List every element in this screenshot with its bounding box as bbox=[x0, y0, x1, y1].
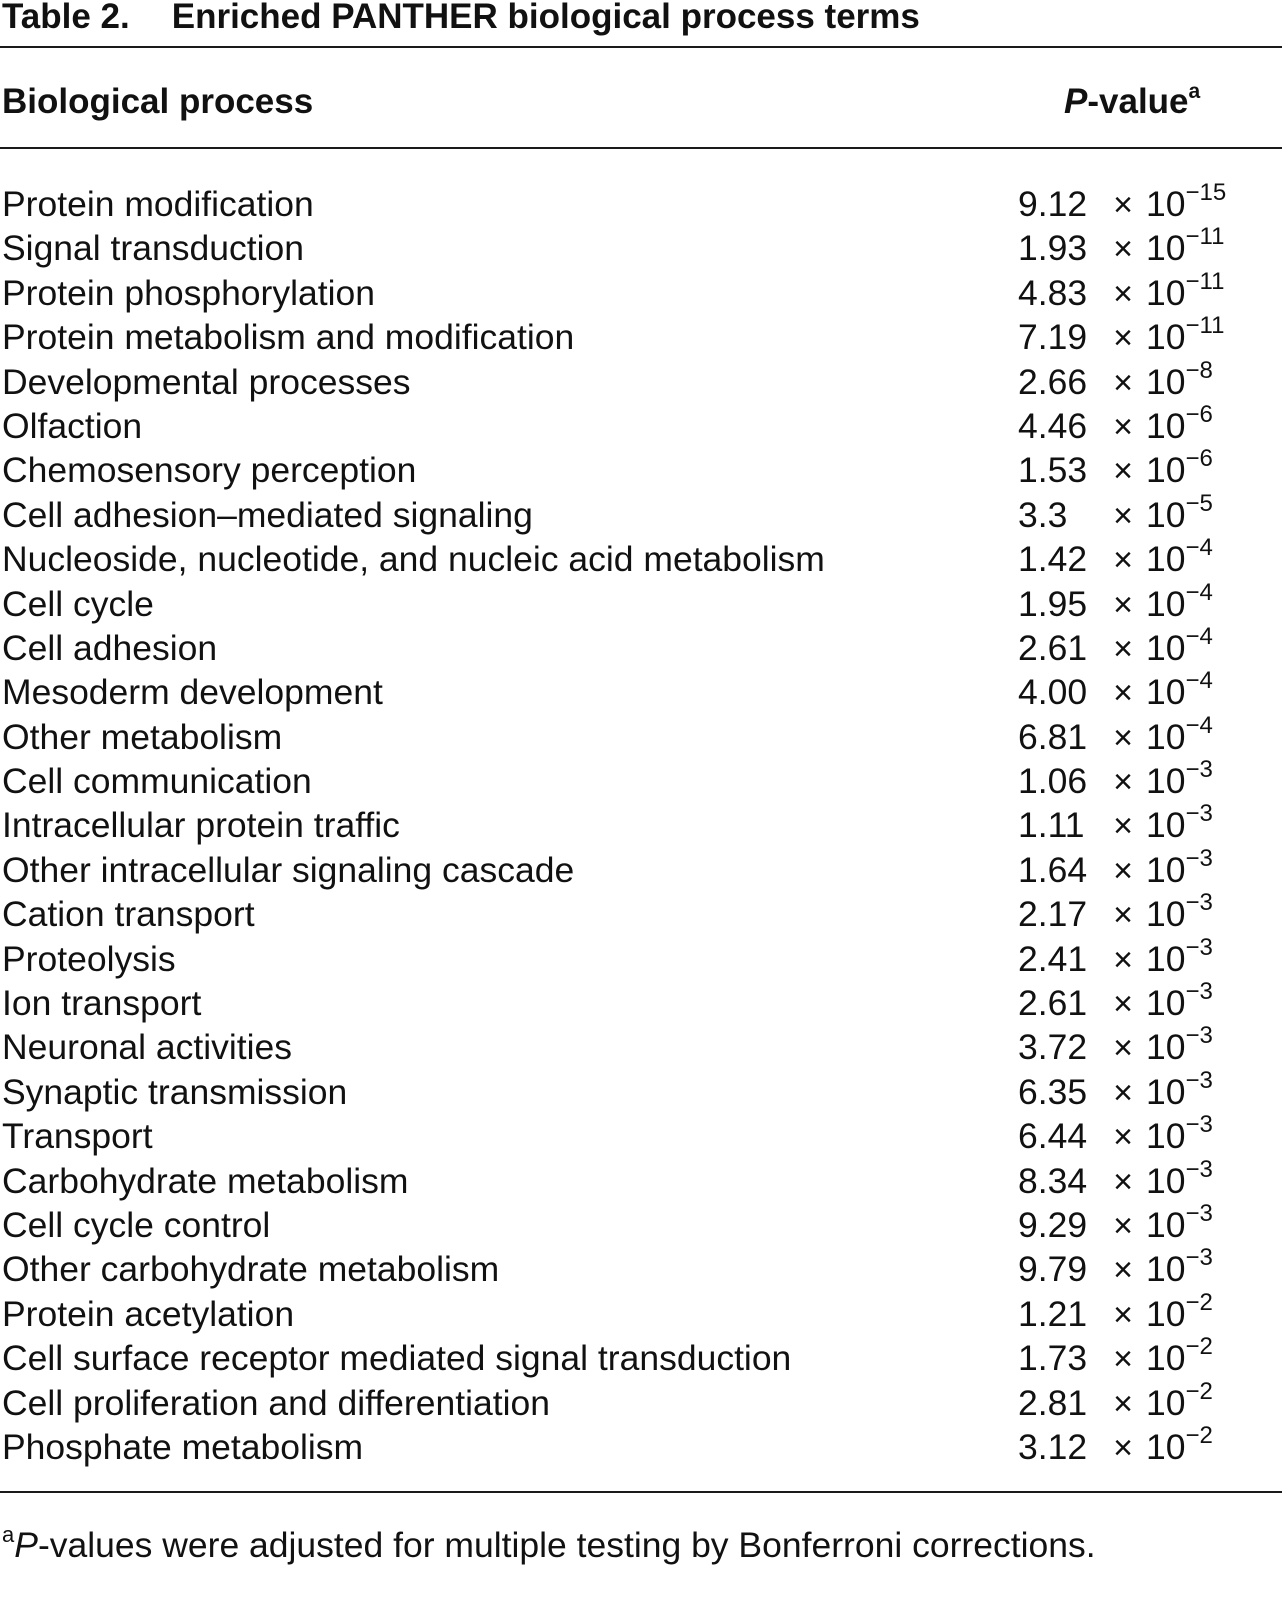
table-row bbox=[0, 534, 1282, 581]
process-cell: Olfaction bbox=[2, 405, 143, 446]
table-row bbox=[0, 844, 1282, 892]
pvalue-exponent: −3 bbox=[1185, 1244, 1213, 1272]
pvalue-base: 10 bbox=[1146, 805, 1186, 846]
pvalue-cell bbox=[1018, 978, 1213, 1025]
process-cell: Cell cycle control bbox=[2, 1204, 271, 1245]
times-symbol: × bbox=[1113, 274, 1133, 313]
pvalue-cell bbox=[1018, 1288, 1213, 1336]
times-symbol: × bbox=[1113, 407, 1133, 446]
table-row bbox=[0, 667, 1282, 714]
pvalue-mantissa: 1.42 bbox=[1018, 539, 1088, 580]
table-footnote bbox=[2, 1522, 1096, 1568]
pvalue-exponent: −5 bbox=[1185, 489, 1213, 517]
pvalue-base: 10 bbox=[1146, 1426, 1186, 1467]
process-cell: Cell proliferation and differentiation bbox=[2, 1382, 550, 1423]
times-symbol: × bbox=[1113, 629, 1133, 668]
pvalue-mantissa: 7.19 bbox=[1018, 317, 1088, 358]
process-cell: Mesoderm development bbox=[2, 672, 383, 713]
pvalue-base: 10 bbox=[1146, 317, 1186, 358]
pvalue-mantissa: 6.35 bbox=[1018, 1071, 1088, 1112]
pvalue-base: 10 bbox=[1146, 1116, 1186, 1157]
pvalue-cell bbox=[1018, 356, 1213, 404]
pvalue-cell bbox=[1018, 1066, 1213, 1114]
pvalue-exponent: −11 bbox=[1185, 312, 1225, 340]
pvalue-base: 10 bbox=[1146, 539, 1186, 580]
pvalue-base: 10 bbox=[1146, 672, 1186, 713]
pvalue-exponent: −2 bbox=[1185, 1288, 1213, 1316]
times-symbol: × bbox=[1113, 452, 1133, 491]
pvalue-base: 10 bbox=[1146, 1160, 1186, 1201]
pvalue-cell bbox=[1018, 1155, 1213, 1203]
pvalue-base: 10 bbox=[1146, 450, 1186, 491]
process-cell: Transport bbox=[2, 1116, 153, 1157]
times-symbol: × bbox=[1113, 1340, 1133, 1379]
times-symbol: × bbox=[1113, 1162, 1133, 1201]
pvalue-mantissa: 4.00 bbox=[1018, 672, 1088, 713]
pvalue-mantissa: 3.72 bbox=[1018, 1027, 1088, 1068]
pvalue-cell bbox=[1018, 179, 1227, 226]
pvalue-base: 10 bbox=[1146, 1338, 1186, 1379]
pvalue-exponent: −3 bbox=[1185, 1199, 1213, 1227]
table-row bbox=[0, 622, 1282, 670]
pvalue-mantissa: 2.17 bbox=[1018, 894, 1088, 935]
pvalue-exponent: −2 bbox=[1185, 1333, 1213, 1361]
process-cell: Other metabolism bbox=[2, 716, 283, 757]
pvalue-base: 10 bbox=[1146, 1382, 1186, 1423]
table-row bbox=[0, 800, 1282, 847]
pvalue-cell bbox=[1018, 1333, 1213, 1380]
pvalue-cell bbox=[1018, 312, 1225, 359]
pvalue-mantissa: 2.61 bbox=[1018, 627, 1088, 668]
times-symbol: × bbox=[1113, 940, 1133, 979]
pvalue-cell bbox=[1018, 711, 1213, 759]
table-row bbox=[0, 1155, 1282, 1203]
process-cell: Intracellular protein traffic bbox=[2, 805, 400, 846]
process-cell: Cell adhesion–mediated signaling bbox=[2, 494, 533, 535]
process-cell: Protein phosphorylation bbox=[2, 272, 375, 313]
times-symbol: × bbox=[1113, 186, 1133, 224]
pvalue-header-italic: P bbox=[1064, 82, 1088, 121]
table-row bbox=[0, 1022, 1282, 1069]
times-symbol: × bbox=[1113, 541, 1133, 580]
pvalue-base: 10 bbox=[1146, 627, 1186, 668]
process-cell: Synaptic transmission bbox=[2, 1071, 348, 1112]
table-row bbox=[0, 312, 1282, 359]
times-symbol: × bbox=[1113, 763, 1133, 802]
table-row bbox=[0, 356, 1282, 404]
table-title bbox=[2, 0, 920, 38]
footnote-marker: a bbox=[2, 1522, 15, 1547]
pvalue-mantissa: 1.64 bbox=[1018, 849, 1088, 890]
pvalue-base: 10 bbox=[1146, 894, 1186, 935]
pvalue-mantissa: 4.46 bbox=[1018, 405, 1088, 446]
pvalue-base: 10 bbox=[1146, 1204, 1186, 1245]
table-row bbox=[0, 756, 1282, 803]
table-row bbox=[0, 933, 1282, 981]
pvalue-cell bbox=[1018, 489, 1213, 537]
pvalue-base: 10 bbox=[1146, 228, 1186, 269]
pvalue-base: 10 bbox=[1146, 849, 1186, 890]
pvalue-exponent: −3 bbox=[1185, 978, 1213, 1006]
times-symbol: × bbox=[1113, 896, 1133, 935]
pvalue-cell bbox=[1018, 267, 1225, 315]
pvalue-mantissa: 1.95 bbox=[1018, 583, 1088, 624]
pvalue-base: 10 bbox=[1146, 1293, 1186, 1334]
pvalue-mantissa: 8.34 bbox=[1018, 1160, 1088, 1201]
process-cell: Protein acetylation bbox=[2, 1293, 295, 1334]
pvalue-base: 10 bbox=[1146, 405, 1186, 446]
pvalue-mantissa: 9.12 bbox=[1018, 184, 1088, 224]
table-row bbox=[0, 578, 1282, 626]
pvalue-base: 10 bbox=[1146, 761, 1186, 802]
pvalue-base: 10 bbox=[1146, 1249, 1186, 1290]
pvalue-cell bbox=[1018, 445, 1213, 492]
pvalue-cell bbox=[1018, 1421, 1213, 1469]
pvalue-exponent: −11 bbox=[1185, 267, 1225, 295]
pvalue-exponent: −8 bbox=[1185, 356, 1213, 384]
process-cell: Cell surface receptor mediated signal transduction bbox=[2, 1338, 792, 1379]
pvalue-mantissa: 1.73 bbox=[1018, 1338, 1088, 1379]
pvalue-exponent: −3 bbox=[1185, 1155, 1213, 1183]
pvalue-cell bbox=[1018, 622, 1213, 670]
times-symbol: × bbox=[1113, 1251, 1133, 1290]
process-cell: Proteolysis bbox=[2, 938, 176, 979]
times-symbol: × bbox=[1113, 230, 1133, 269]
table-label: Table 2. bbox=[2, 0, 130, 36]
table-row bbox=[0, 889, 1282, 936]
pvalue-mantissa: 3.12 bbox=[1018, 1426, 1088, 1467]
table-row bbox=[0, 1421, 1282, 1469]
process-cell: Carbohydrate metabolism bbox=[2, 1160, 409, 1201]
pvalue-exponent: −15 bbox=[1185, 179, 1227, 206]
times-symbol: × bbox=[1113, 807, 1133, 846]
pvalue-header-text: -value bbox=[1087, 82, 1189, 121]
pvalue-mantissa: 1.93 bbox=[1018, 228, 1088, 269]
times-symbol: × bbox=[1113, 985, 1133, 1024]
process-cell: Ion transport bbox=[2, 983, 202, 1024]
table-row bbox=[0, 711, 1282, 759]
pvalue-base: 10 bbox=[1146, 1027, 1186, 1068]
pvalue-exponent: −4 bbox=[1185, 622, 1213, 650]
pvalue-exponent: −4 bbox=[1185, 711, 1213, 739]
table-row bbox=[0, 179, 1282, 226]
times-symbol: × bbox=[1113, 319, 1133, 358]
pvalue-cell bbox=[1018, 800, 1213, 847]
process-cell: Nucleoside, nucleotide, and nucleic acid metabolism bbox=[2, 539, 825, 580]
pvalue-exponent: −3 bbox=[1185, 889, 1213, 917]
pvalue-mantissa: 2.61 bbox=[1018, 983, 1088, 1024]
table-row bbox=[0, 1377, 1282, 1425]
pvalue-base: 10 bbox=[1146, 716, 1186, 757]
pvalue-exponent: −6 bbox=[1185, 400, 1213, 428]
pvalue-exponent: −3 bbox=[1185, 1022, 1213, 1050]
pvalue-mantissa: 6.81 bbox=[1018, 716, 1088, 757]
pvalue-mantissa: 4.83 bbox=[1018, 272, 1088, 313]
pvalue-cell bbox=[1018, 1377, 1213, 1425]
times-symbol: × bbox=[1113, 585, 1133, 624]
pvalue-exponent: −3 bbox=[1185, 800, 1213, 828]
pvalue-base: 10 bbox=[1146, 1071, 1186, 1112]
table-row bbox=[0, 978, 1282, 1025]
process-cell: Signal transduction bbox=[2, 228, 304, 269]
times-symbol: × bbox=[1113, 363, 1133, 402]
table-row bbox=[0, 267, 1282, 315]
pvalue-exponent: −4 bbox=[1185, 534, 1213, 562]
pvalue-cell bbox=[1018, 1199, 1213, 1247]
pvalue-mantissa: 9.29 bbox=[1018, 1204, 1088, 1245]
times-symbol: × bbox=[1113, 1428, 1133, 1467]
pvalue-mantissa: 1.06 bbox=[1018, 761, 1088, 802]
process-cell: Phosphate metabolism bbox=[2, 1426, 364, 1467]
pvalue-cell bbox=[1018, 578, 1213, 626]
process-cell: Cell adhesion bbox=[2, 627, 218, 668]
table-row bbox=[0, 489, 1282, 537]
pvalue-mantissa: 3.3 bbox=[1018, 494, 1068, 535]
pvalue-exponent: −6 bbox=[1185, 445, 1213, 473]
pvalue-base: 10 bbox=[1146, 983, 1186, 1024]
pvalue-cell bbox=[1018, 534, 1213, 581]
times-symbol: × bbox=[1113, 718, 1133, 757]
pvalue-cell bbox=[1018, 889, 1213, 936]
times-symbol: × bbox=[1113, 1073, 1133, 1112]
process-cell: Cell cycle bbox=[2, 583, 154, 624]
table-row bbox=[0, 400, 1282, 448]
table-row bbox=[0, 1333, 1282, 1380]
bottom-rule bbox=[0, 1491, 1282, 1493]
process-cell: Developmental processes bbox=[2, 361, 411, 402]
pvalue-base: 10 bbox=[1146, 361, 1186, 402]
table-row bbox=[0, 223, 1282, 270]
pvalue-exponent: −11 bbox=[1185, 223, 1225, 251]
pvalue-mantissa: 9.79 bbox=[1018, 1249, 1088, 1290]
pvalue-exponent: −3 bbox=[1185, 933, 1213, 961]
pvalue-exponent: −2 bbox=[1185, 1421, 1213, 1449]
times-symbol: × bbox=[1113, 674, 1133, 713]
table-row bbox=[0, 1111, 1282, 1158]
pvalue-cell bbox=[1018, 667, 1213, 714]
times-symbol: × bbox=[1113, 851, 1133, 890]
table-body bbox=[0, 179, 1282, 1469]
pvalue-exponent: −4 bbox=[1185, 667, 1213, 695]
pvalue-exponent: −3 bbox=[1185, 1111, 1213, 1139]
pvalue-mantissa: 1.21 bbox=[1018, 1293, 1088, 1334]
process-cell: Cation transport bbox=[2, 894, 255, 935]
column-header-process: Biological process bbox=[2, 82, 314, 121]
table-row bbox=[0, 1066, 1282, 1114]
pvalue-exponent: −3 bbox=[1185, 844, 1213, 872]
pvalue-exponent: −2 bbox=[1185, 1377, 1213, 1405]
pvalue-mantissa: 1.11 bbox=[1018, 805, 1085, 846]
column-header-pvalue bbox=[1064, 80, 1200, 124]
pvalue-base: 10 bbox=[1146, 272, 1186, 313]
process-cell: Cell communication bbox=[2, 761, 312, 802]
times-symbol: × bbox=[1113, 1295, 1133, 1334]
process-cell: Chemosensory perception bbox=[2, 450, 417, 491]
times-symbol: × bbox=[1113, 1118, 1133, 1157]
pvalue-base: 10 bbox=[1146, 583, 1186, 624]
pvalue-cell bbox=[1018, 756, 1213, 803]
process-cell: Other intracellular signaling cascade bbox=[2, 849, 575, 890]
footnote-marker: a bbox=[1188, 80, 1201, 103]
table-row bbox=[0, 1288, 1282, 1336]
times-symbol: × bbox=[1113, 1384, 1133, 1423]
top-rule bbox=[0, 46, 1282, 48]
pvalue-exponent: −3 bbox=[1185, 756, 1213, 784]
times-symbol: × bbox=[1113, 1029, 1133, 1068]
pvalue-mantissa: 6.44 bbox=[1018, 1116, 1088, 1157]
process-cell: Neuronal activities bbox=[2, 1027, 293, 1068]
table-caption: Enriched PANTHER biological process terms bbox=[171, 0, 920, 36]
process-cell: Other carbohydrate metabolism bbox=[2, 1249, 500, 1290]
pvalue-mantissa: 1.53 bbox=[1018, 450, 1088, 491]
pvalue-cell bbox=[1018, 933, 1213, 981]
pvalue-cell bbox=[1018, 223, 1225, 270]
table-row bbox=[0, 445, 1282, 492]
header-rule bbox=[0, 147, 1282, 149]
pvalue-mantissa: 2.41 bbox=[1018, 938, 1088, 979]
process-cell: Protein modification bbox=[2, 184, 314, 224]
times-symbol: × bbox=[1113, 496, 1133, 535]
pvalue-exponent: −4 bbox=[1185, 578, 1213, 606]
pvalue-cell bbox=[1018, 1111, 1213, 1158]
footnote-italic: P bbox=[14, 1525, 38, 1565]
times-symbol: × bbox=[1113, 1206, 1133, 1245]
pvalue-cell bbox=[1018, 1244, 1213, 1291]
pvalue-mantissa: 2.66 bbox=[1018, 361, 1088, 402]
footnote-text: -values were adjusted for multiple testing by Bonferroni corrections. bbox=[37, 1525, 1096, 1565]
pvalue-cell bbox=[1018, 1022, 1213, 1069]
pvalue-cell bbox=[1018, 400, 1213, 448]
table-row bbox=[0, 1244, 1282, 1291]
pvalue-exponent: −3 bbox=[1185, 1066, 1213, 1094]
process-cell: Protein metabolism and modification bbox=[2, 317, 575, 358]
pvalue-mantissa: 2.81 bbox=[1018, 1382, 1088, 1423]
pvalue-base: 10 bbox=[1146, 184, 1186, 224]
pvalue-base: 10 bbox=[1146, 494, 1186, 535]
pvalue-cell bbox=[1018, 844, 1213, 892]
table-row bbox=[0, 1199, 1282, 1247]
pvalue-base: 10 bbox=[1146, 938, 1186, 979]
